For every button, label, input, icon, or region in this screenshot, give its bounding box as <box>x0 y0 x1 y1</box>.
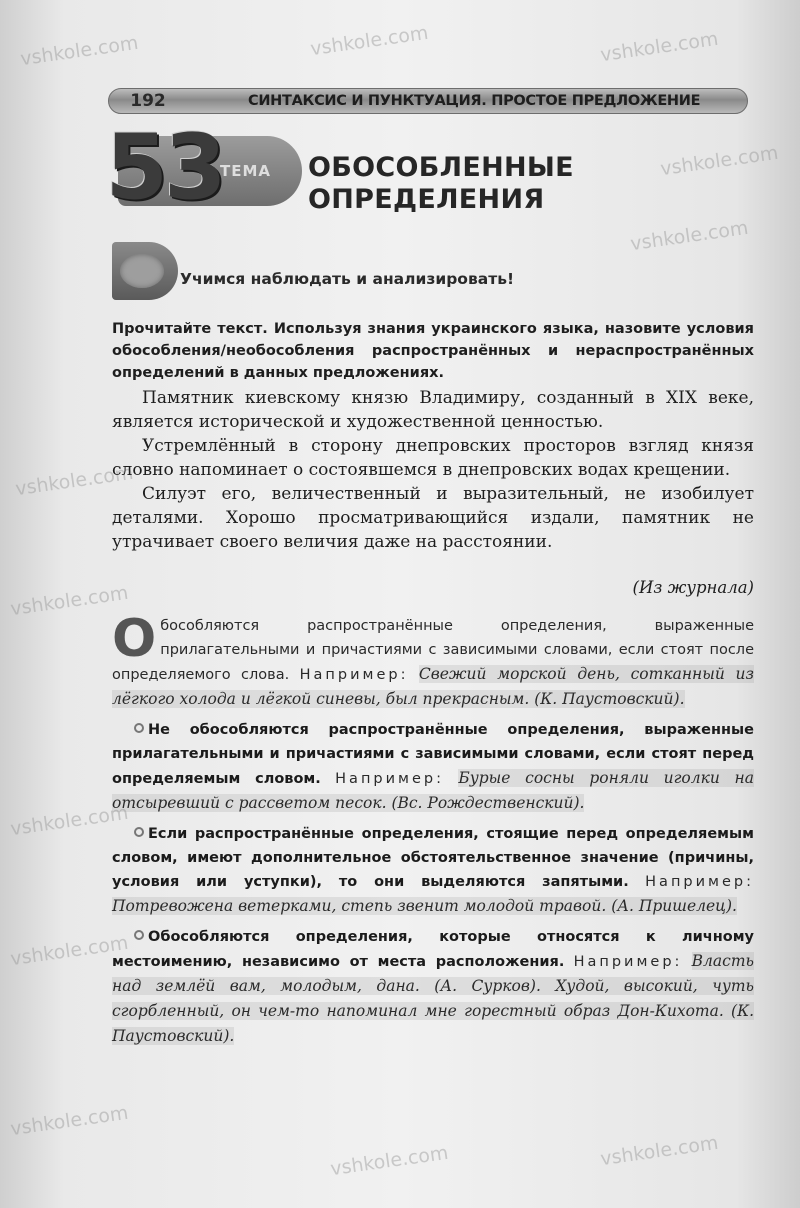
bullet-icon <box>134 723 144 733</box>
bullet-icon <box>134 827 144 837</box>
drop-cap: О <box>112 609 157 669</box>
example-text: Свежий морской день, сотканный из лёгкого холода и лёгкой синевы, был прекрасным. (К. Паустовский). <box>112 665 754 708</box>
topic-label: ТЕМА <box>220 162 272 180</box>
example-marker: Например: <box>299 667 409 683</box>
topic-number: 53 <box>105 115 223 220</box>
reading-text <box>112 386 754 554</box>
example-marker: Например: <box>573 954 683 970</box>
topic-title <box>308 152 628 216</box>
section-heading: Учимся наблюдать и анализировать! <box>180 270 515 288</box>
watermark: vshkole.com <box>599 27 720 67</box>
watermark: vshkole.com <box>309 21 430 61</box>
rule-text: Если распространённые определения, стоящие перед определяемым словом, имеют дополнительное обстоятельственное значение (причины, условия или уступки), то они выделяются запятыми. <box>112 826 754 890</box>
watermark: vshkole.com <box>9 1101 130 1141</box>
watermark: vshkole.com <box>14 461 135 501</box>
observe-icon <box>112 242 178 300</box>
watermark: vshkole.com <box>329 1141 450 1181</box>
watermark: vshkole.com <box>9 581 130 621</box>
watermark: vshkole.com <box>599 1131 720 1171</box>
rule-text: Обособляются определения, которые относятся к личному местоимению, независимо от места расположения. <box>112 929 754 970</box>
topic-title-line: ОБОСОБЛЕННЫЕ <box>308 152 574 183</box>
example-marker: Например: <box>645 874 755 890</box>
rule-1 <box>112 609 754 712</box>
rule-text: Не обособляются распространённые определения, выраженные прилагательными и причастиями с зависимыми словами, если стоят перед определяемым словом. <box>112 722 754 787</box>
example-text: Власть над землёй вам, молодым, дана. (А. Сурков). Худой, высокий, чуть сгорбленный, он чем-то напоминал мне горестный образ Дон-Кихота. (К. Паустовский). <box>112 952 754 1045</box>
rule-3 <box>112 822 754 919</box>
example-text: Потревожена ветерками, степь звенит молодой травой. (А. Пришелец). <box>112 897 737 915</box>
example-text: Бурые сосны роняли иголки на отсыревший с рассветом песок. (Вс. Рождественский). <box>112 769 754 812</box>
rule-4 <box>112 925 754 1049</box>
watermark: vshkole.com <box>659 141 780 181</box>
rule-2 <box>112 718 754 816</box>
watermark: vshkole.com <box>19 31 140 71</box>
watermark: vshkole.com <box>9 801 130 841</box>
running-head: СИНТАКСИС И ПУНКТУАЦИЯ. ПРОСТОЕ ПРЕДЛОЖЕНИЕ <box>248 93 701 109</box>
topic-title-line: ОПРЕДЕЛЕНИЯ <box>308 184 545 215</box>
watermark: vshkole.com <box>629 216 750 256</box>
task-instruction: Прочитайте текст. Используя знания украинского языка, назовите условия обособления/необособления распространённых и нераспространённых определений в данных предложениях. <box>112 321 754 381</box>
text-source: (Из журнала) <box>632 578 754 597</box>
paragraph: Силуэт его, величественный и выразительный, не изобилует деталями. Хорошо просматривающийся издали, памятник не утрачивает своего величия даже на расстоянии. <box>112 484 754 552</box>
paragraph: Памятник киевскому князю Владимиру, созданный в XIX веке, является исторической и художественной ценностью. <box>112 388 754 432</box>
bullet-icon <box>134 930 144 940</box>
rule-text: бособляются распространённые определения, выраженные прилагательными и причастиями с зависимыми словами, если стоят после определяемого слова. <box>112 618 754 683</box>
paragraph: Устремлённый в сторону днепровских просторов взгляд князя словно напоминает о состоявшемся в днепровских водах крещении. <box>112 436 754 480</box>
rules-section <box>112 609 755 1055</box>
example-marker: Например: <box>335 771 445 787</box>
watermark: vshkole.com <box>9 931 130 971</box>
page-number: 192 <box>130 91 166 111</box>
